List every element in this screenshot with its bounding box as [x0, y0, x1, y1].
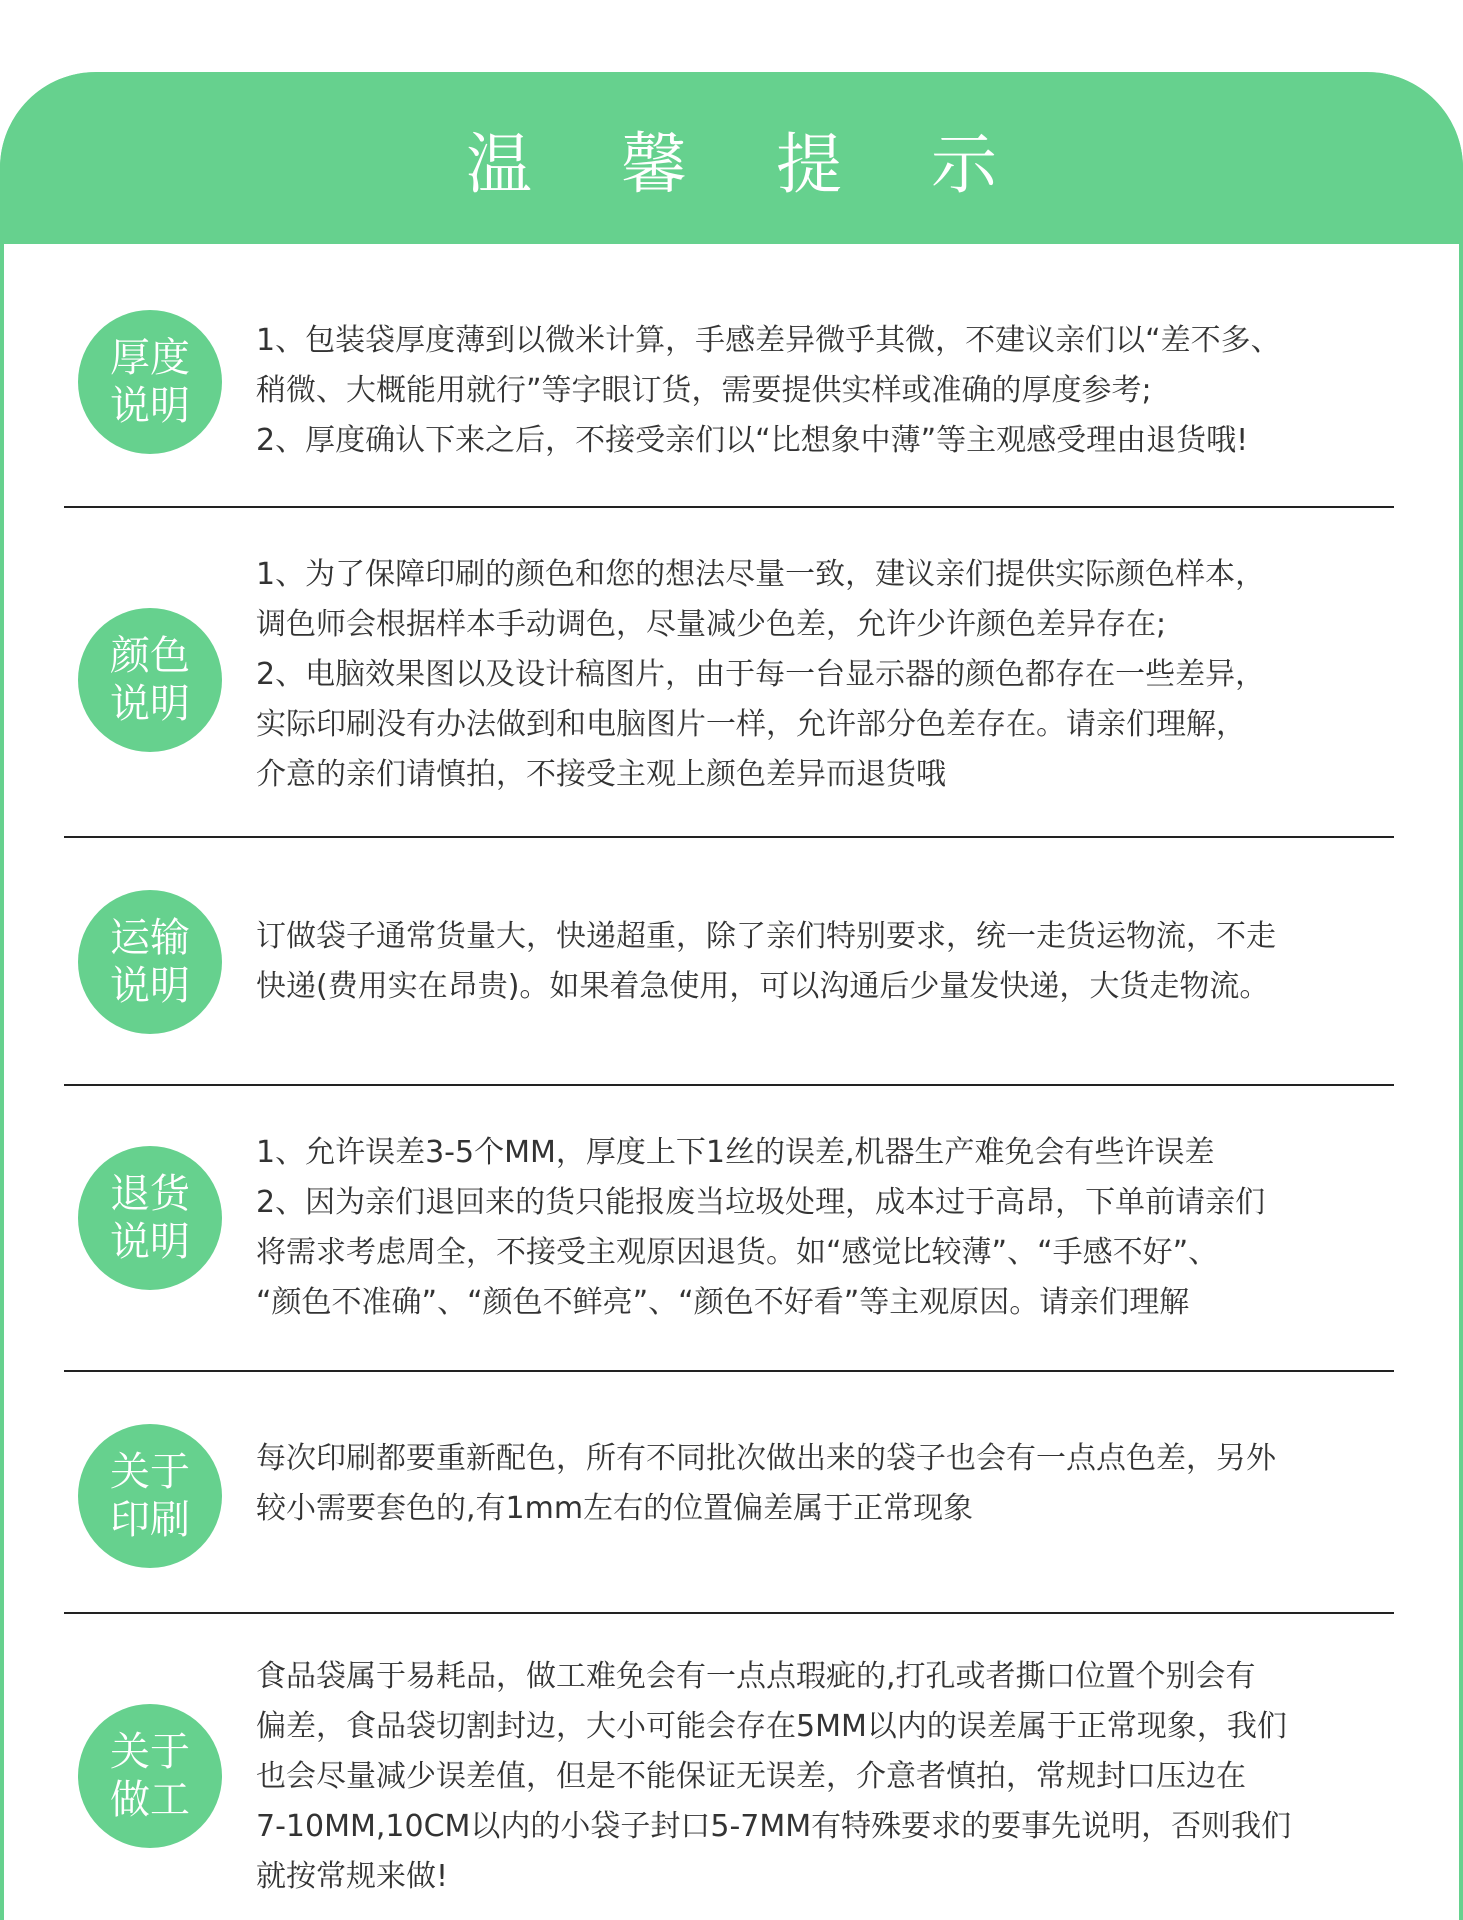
- text-line: 稍微、大概能用就行”等字眼订货，需要提供实样或准确的厚度参考;: [256, 373, 1152, 408]
- section-text: [256, 550, 1394, 800]
- section-thickness: [64, 244, 1394, 508]
- section-label-badge: [78, 1146, 222, 1290]
- section-label-badge: [78, 608, 222, 752]
- section-shipping: [64, 838, 1394, 1086]
- text-line: 介意的亲们请慎拍，不接受主观上颜色差异而退货哦: [256, 757, 946, 792]
- text-line: 1、允许误差3-5个MM，厚度上下1丝的误差,机器生产难免会有些许误差: [256, 1135, 1215, 1170]
- text-line: 1、为了保障印刷的颜色和您的想法尽量一致，建议亲们提供实际颜色样本，: [256, 557, 1266, 592]
- section-label-badge: [78, 1704, 222, 1848]
- section-text: [256, 1434, 1394, 1534]
- section-text: [256, 1128, 1394, 1328]
- section-printing: [64, 1372, 1394, 1614]
- text-line: 食品袋属于易耗品，做工难免会有一点点瑕疵的,打孔或者撕口位置个别会有: [256, 1659, 1256, 1694]
- text-line: 快递(费用实在昂贵)。如果着急使用，可以沟通后少量发快递，大货走物流。: [256, 969, 1270, 1004]
- section-label: 退货说明: [110, 1171, 190, 1265]
- title-banner: [0, 72, 1463, 244]
- text-line: 也会尽量减少误差值，但是不能保证无误差，介意者慎拍，常规封口压边在: [256, 1759, 1246, 1794]
- text-line: 订做袋子通常货量大，快递超重，除了亲们特别要求，统一走货运物流，不走: [256, 919, 1276, 954]
- section-label: 颜色说明: [110, 633, 190, 727]
- section-label: 关于做工: [110, 1729, 190, 1823]
- text-line: 7-10MM,10CM以内的小袋子封口5-7MM有特殊要求的要事先说明，否则我们: [256, 1809, 1292, 1844]
- text-line: 2、电脑效果图以及设计稿图片，由于每一台显示器的颜色都存在一些差异，: [256, 657, 1266, 692]
- text-line: 将需求考虑周全，不接受主观原因退货。如“感觉比较薄”、“手感不好”、: [256, 1235, 1219, 1270]
- section-label: 关于印刷: [110, 1449, 190, 1543]
- section-text: [256, 316, 1394, 466]
- text-line: 每次印刷都要重新配色，所有不同批次做出来的袋子也会有一点点色差，另外: [256, 1441, 1276, 1476]
- text-line: 调色师会根据样本手动调色，尽量减少色差，允许少许颜色差异存在;: [256, 607, 1167, 642]
- page-title: 温 馨 提 示: [466, 125, 1031, 203]
- text-line: 1、包装袋厚度薄到以微米计算，手感差异微乎其微，不建议亲们以“差不多、: [256, 323, 1281, 358]
- section-label-badge: [78, 310, 222, 454]
- text-line: 2、厚度确认下来之后，不接受亲们以“比想象中薄”等主观感受理由退货哦!: [256, 423, 1249, 458]
- text-line: 较小需要套色的,有1mm左右的位置偏差属于正常现象: [256, 1491, 974, 1526]
- text-line: 偏差，食品袋切割封边，大小可能会存在5MM以内的误差属于正常现象，我们: [256, 1709, 1287, 1744]
- section-text: [256, 1652, 1394, 1902]
- section-label: 厚度说明: [110, 335, 190, 429]
- text-line: “颜色不准确”、“颜色不鲜亮”、“颜色不好看”等主观原因。请亲们理解: [256, 1285, 1190, 1320]
- section-label-badge: [78, 1424, 222, 1568]
- section-returns: [64, 1086, 1394, 1372]
- text-line: 实际印刷没有办法做到和电脑图片一样，允许部分色差存在。请亲们理解，: [256, 707, 1246, 742]
- section-label: 运输说明: [110, 915, 190, 1009]
- text-line: 2、因为亲们退回来的货只能报废当垃圾处理，成本过于高昂，下单前请亲们: [256, 1185, 1266, 1220]
- section-color: [64, 508, 1394, 838]
- section-text: [256, 912, 1394, 1012]
- section-workmanship: [64, 1614, 1394, 1920]
- text-line: 就按常规来做!: [256, 1859, 449, 1894]
- section-label-badge: [78, 890, 222, 1034]
